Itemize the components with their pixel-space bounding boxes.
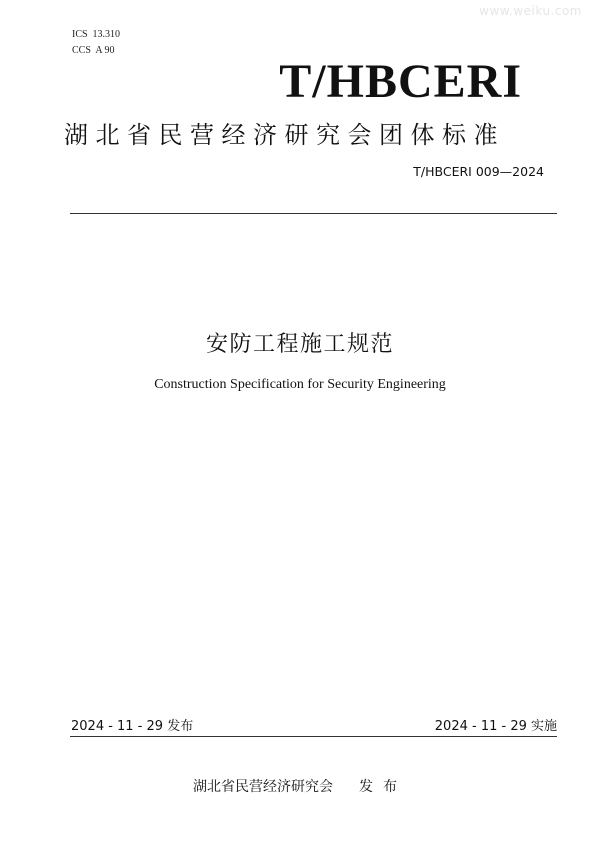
issuer-action: 发布 [359,779,407,795]
top-divider [70,213,557,214]
document-title-english: Construction Specification for Security Engineering [154,377,446,392]
watermark-text: www.weiku.com [479,4,582,18]
ics-code: ICS 13.310 [72,29,121,40]
effective-date: 2024 - 11 - 29 实施 [434,719,557,734]
bottom-divider [70,736,557,737]
issuer-name: 湖北省民营经济研究会 [193,779,333,795]
ccs-code: CCS A 90 [72,45,115,56]
organization-standard-title: 湖北省民营经济研究会团体标准 [64,121,505,149]
issue-date: 2024 - 11 - 29 发布 [71,719,194,734]
document-number: T/HBCERI 009—2024 [413,164,544,179]
document-title-chinese: 安防工程施工规范 [205,332,394,357]
standard-brand-logo: T/HBCERI [279,55,522,108]
issuer-line [0,776,600,796]
